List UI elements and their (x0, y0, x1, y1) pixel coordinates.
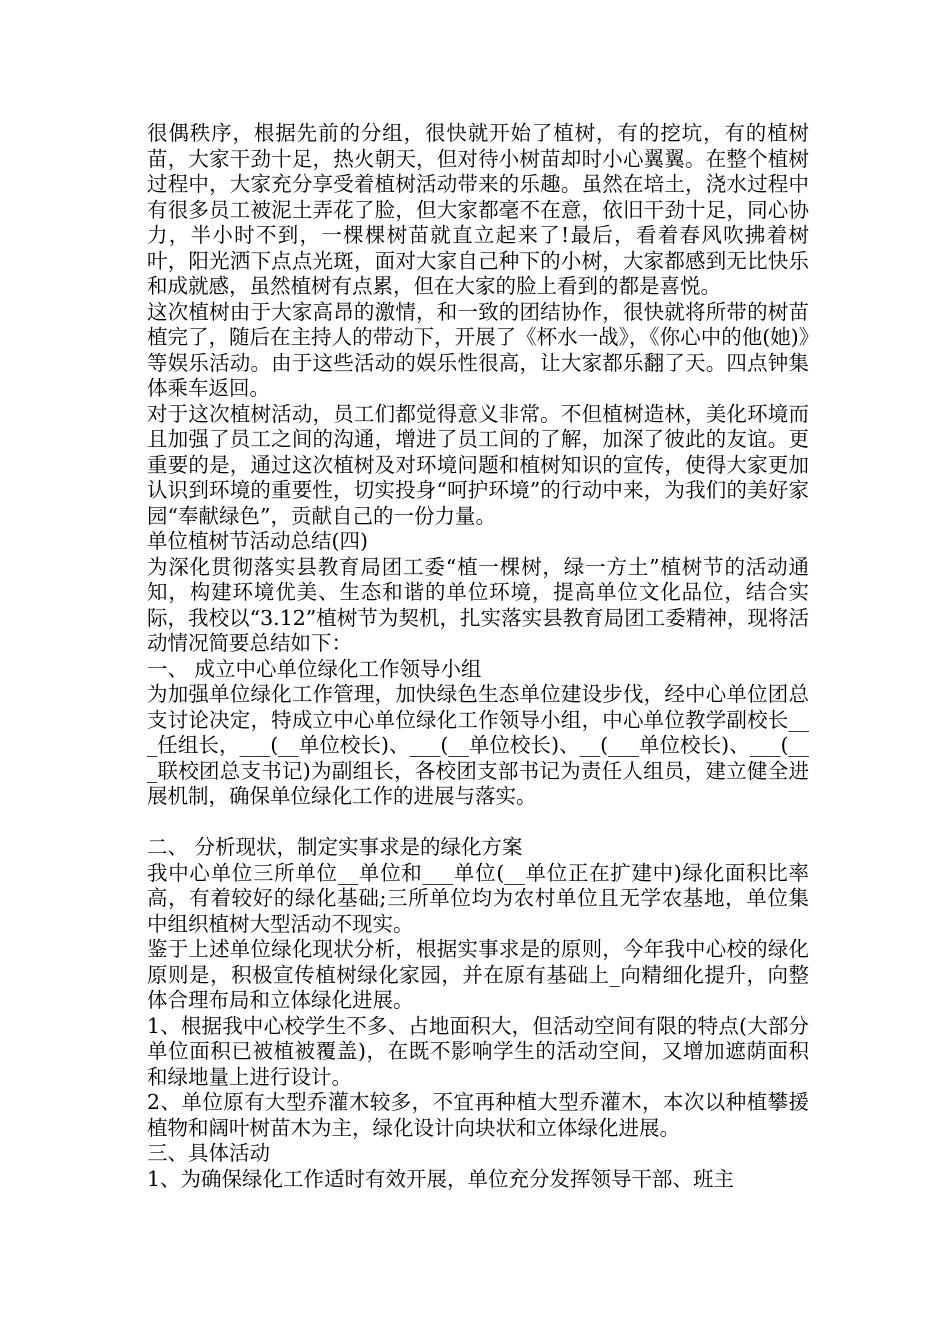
heading-part-two: 二、 分析现状，制定实事求是的绿化方案 (147, 835, 523, 859)
paragraph-entertainment-activities: 这次植树由于大家高昂的激情，和一致的团结协作，很快就将所带的树苗植完了，随后在主持人的带动下，开展了《杯水一战》，《你心中的他(她)》等娱乐活动。由于这些活动的娱乐性很高，让大家都乐翻了天。四点钟集体乘车返回。 (147, 299, 809, 400)
list-item-two: 2、单位原有大型乔灌木较多，不宜再种植大型乔灌木，本次以种植攀援植物和阔叶树苗木为主，绿化设计向块状和立体绿化进展。 (147, 1090, 809, 1140)
paragraph-tree-planting-process: 很偶秩序，根据先前的分组，很快就开始了植树，有的挖坑，有的植树苗，大家干劲十足，热火朝天，但对待小树苗却时小心翼翼。在整个植树过程中，大家充分享受着植树活动带来的乐趣。虽然在培土，浇水过程中有很多员工被泥土弄花了脸，但大家都毫不在意，依旧干劲十足，同心协力，半小时不到，一棵棵树苗就直立起来了!最后，看着春风吹拂着树叶，阳光洒下点点光斑，面对大家自己种下的小树，大家都感到无比快乐和成就感，虽然植树有点累，但在大家的脸上看到的都是喜悦。 (147, 121, 809, 298)
section-title-summary-four: 单位植树节活动总结(四) (147, 529, 368, 553)
paragraph-current-status: 我中心单位三所单位__单位和___单位(__单位正在扩建中)绿化面积比率高，有着较好的绿化基础;三所单位均为农村单位且无学农基地，单位集中组织植树大型活动不现实。 (147, 860, 809, 936)
list-item-one: 1、根据我中心校学生不多、占地面积大，但活动空间有限的特点(大部分单位面积已被植被覆盖)，在既不影响学生的活动空间，又增加遮荫面积和绿地量上进行设计。 (147, 1013, 809, 1089)
heading-part-three: 三、具体活动 (147, 1141, 270, 1165)
list-item-activity-one: 1、为确保绿化工作适时有效开展，单位充分发挥领导干部、班主 (147, 1166, 735, 1191)
paragraph-greening-principle: 鉴于上述单位绿化现状分析，根据实事求是的原则，今年我中心校的绿化原则是，积极宣传植树绿化家园，并在原有基础上_向精细化提升，向整体合理布局和立体绿化进展。 (147, 937, 809, 1012)
heading-part-one: 一、 成立中心单位绿化工作领导小组 (147, 656, 482, 681)
document-body (147, 121, 809, 1192)
paragraph-leadership-group: 为加强单位绿化工作管理，加快绿色生态单位建设步伐，经中心单位团总支讨论决定，特成立中心单位绿化工作领导小组，中心单位教学副校长___任组长，___(__单位校长)、___(__单位校长)、__(___单位校长)、___(___联校团总支书记)为副组长，各校团支部书记为责任人组员，建立健全进展机制，确保单位绿化工作的进展与落实。 (147, 682, 809, 808)
paragraph-introduction: 为深化贯彻落实县教育局团工委“植一棵树，绿一方土”植树节的活动通知，构建环境优美、生态和谐的单位环境，提高单位文化品位，结合实际，我校以“3.12”植树节为契机，扎实落实县教育局团工委精神，现将活动情况简要总结如下： (147, 554, 809, 655)
paragraph-activity-significance: 对于这次植树活动，员工们都觉得意义非常。不但植树造林，美化环境而且加强了员工之间的沟通，增进了员工间的了解，加深了彼此的友谊。更重要的是，通过这次植树及对环境问题和植树知识的宣传，使得大家更加认识到环境的重要性，切实投身“呵护环境”的行动中来，为我们的美好家园“奉献绿色”，贡献自己的一份力量。 (147, 401, 809, 528)
blank-line (147, 810, 809, 836)
